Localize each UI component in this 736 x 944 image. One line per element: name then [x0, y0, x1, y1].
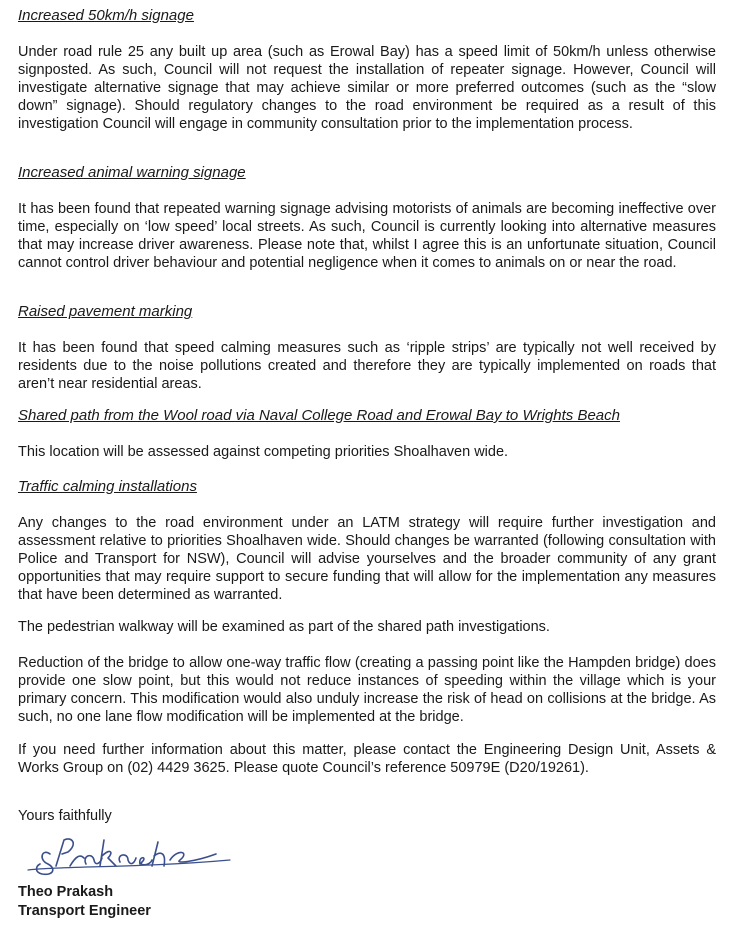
section-heading-raised-pavement-marking: Raised pavement marking: [18, 303, 193, 320]
section-heading-animal-warning-signage: Increased animal warning signage: [18, 164, 246, 181]
closing-salutation: Yours faithfully: [18, 808, 112, 824]
section-heading-shared-path: Shared path from the Wool road via Naval College Road and Erowal Bay to Wrights Beach: [18, 407, 620, 424]
signer-name: Theo Prakash: [18, 884, 114, 900]
section-body-50kmh-signage: Under road rule 25 any built up area (such as Erowal Bay) has a speed limit of 50km/h unless otherwise signposted. As such, Council will not request the installation of repeater signage. However, Council will investigate alternative signage that may achieve similar or more preferred outcomes (such as the “slow down” signage). Should regulatory changes to the road environment be required as a result of this investigation Council will engage in community consultation prior to the implementation process.: [18, 44, 716, 132]
paragraph-bridge-reduction: Reduction of the bridge to allow one-way traffic flow (creating a passing point like the Hampden bridge) does provide one slow point, but this would not reduce instances of speeding within the village which is your primary concern. This modification would also unduly increase the risk of head on collisions at the bridge. As such, no one lane flow modification will be implemented at the bridge.: [18, 655, 716, 725]
signature-image: [20, 826, 240, 881]
paragraph-pedestrian-walkway: The pedestrian walkway will be examined as part of the shared path investigations.: [18, 619, 550, 635]
section-heading-50kmh-signage: Increased 50km/h signage: [18, 7, 194, 24]
section-heading-traffic-calming: Traffic calming installations: [18, 478, 197, 495]
signer-title: Transport Engineer: [18, 903, 151, 919]
signer-block: [18, 883, 151, 921]
section-body-traffic-calming: Any changes to the road environment under an LATM strategy will require further investigation and assessment relative to priorities Shoalhaven wide. Should changes be warranted (following consultation with Police and Transport for NSW), Council will advise yourselves and the broader community of any grant opportunities that may require support to secure funding that will allow for the implementation any measures that have been determined as warranted.: [18, 515, 716, 603]
section-body-raised-pavement-marking: It has been found that speed calming measures such as ‘ripple strips’ are typically not well received by residents due to the noise pollutions created and therefore they are typically implemented on roads that aren’t near residential areas.: [18, 340, 716, 392]
section-body-shared-path: This location will be assessed against competing priorities Shoalhaven wide.: [18, 444, 509, 460]
section-body-animal-warning-signage: It has been found that repeated warning signage advising motorists of animals are becoming ineffective over time, especially on ‘low speed’ local streets. As such, Council is currently looking into alternative measures that may increase driver awareness. Please note that, whilst I agree this is an unfortunate situation, Council cannot control driver behaviour and potential negligence when it comes to animals on or near the road.: [18, 201, 716, 271]
paragraph-contact-information: If you need further information about this matter, please contact the Engineering Design Unit, Assets & Works Group on (02) 4429 3625. Please quote Council’s reference 50979E (D20/19261).: [18, 742, 716, 776]
